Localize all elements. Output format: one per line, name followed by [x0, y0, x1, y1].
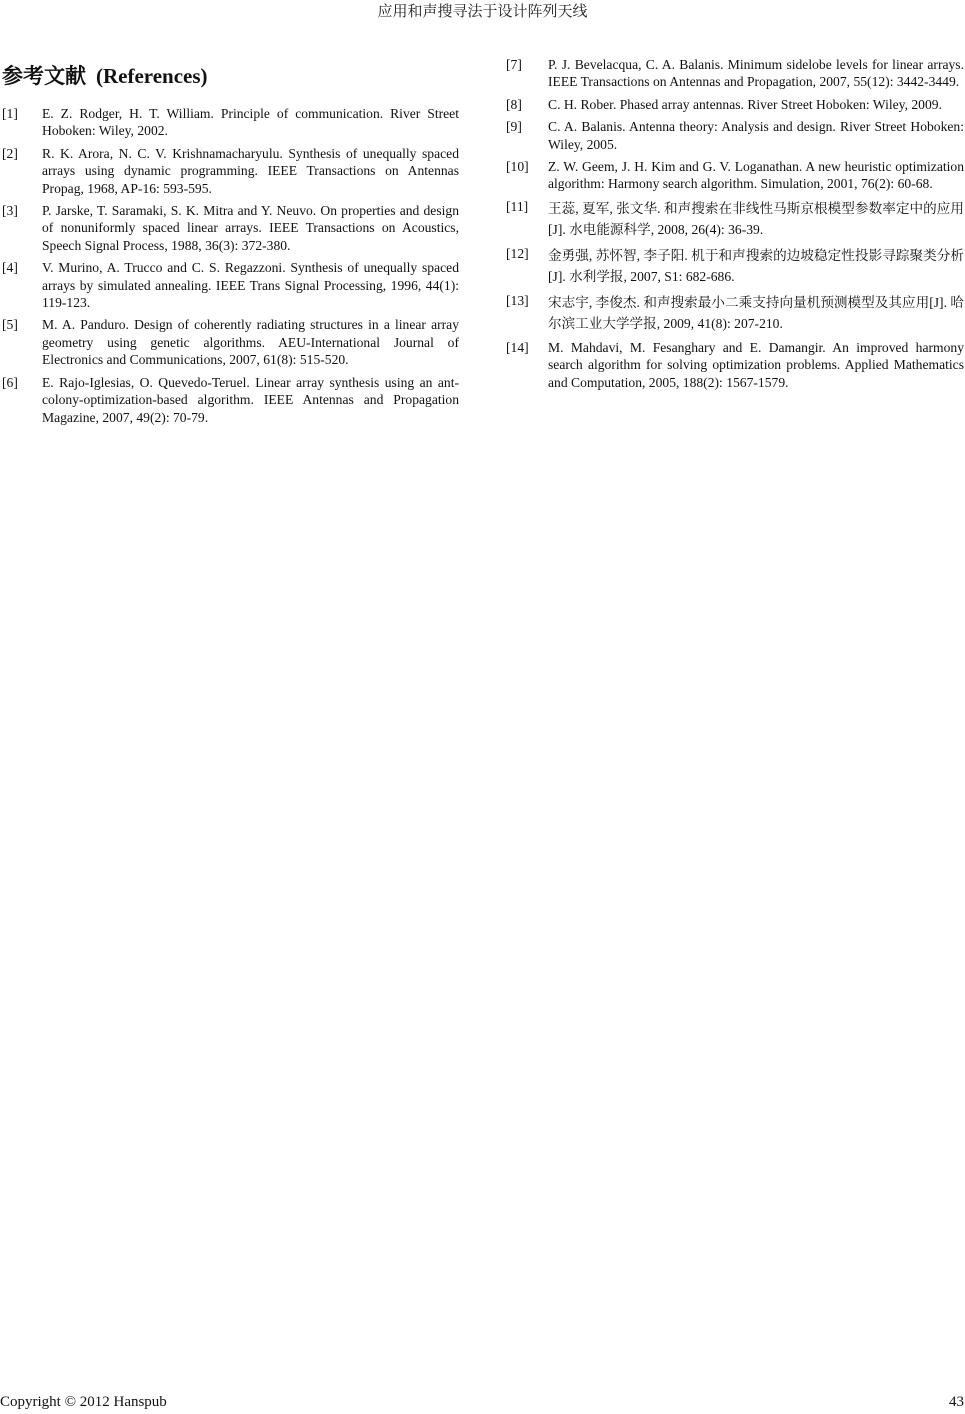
reference-item	[2, 374, 459, 426]
reference-item	[2, 316, 459, 368]
reference-list-left	[2, 105, 459, 426]
reference-item	[506, 56, 964, 91]
reference-text: M. Mahdavi, M. Fesanghary and E. Damangir. An improved harmony search algorithm for solving optimization problems. Applied Mathematics and Computation, 2005, 188(2): 1567-1579.	[548, 339, 964, 390]
left-column	[2, 56, 459, 431]
reference-item	[506, 96, 964, 113]
reference-item	[2, 145, 459, 197]
reference-number: [11]	[506, 198, 529, 214]
reference-text: 宋志宇, 李俊杰. 和声搜索最小二乘支持向量机预测模型及其应用[J]. 哈尔滨工业大学学报, 2009, 41(8): 207-210.	[548, 294, 964, 331]
reference-item	[506, 198, 964, 240]
reference-text: Z. W. Geem, J. H. Kim and G. V. Loganathan. A new heuristic optimization algorithm: Harmony search algorithm. Simulation, 2001, 76(2): 60-68.	[548, 159, 964, 192]
reference-number: [7]	[506, 57, 522, 72]
page-number: 43	[949, 1394, 964, 1410]
reference-text: C. A. Balanis. Antenna theory: Analysis and design. River Street Hoboken: Wiley, 2005.	[548, 119, 964, 152]
reference-item	[2, 202, 459, 254]
reference-item	[2, 259, 459, 311]
reference-item	[506, 245, 964, 287]
reference-number: [14]	[506, 339, 529, 355]
reference-number: [5]	[2, 317, 18, 333]
reference-item	[2, 105, 459, 140]
reference-number: [13]	[506, 292, 529, 308]
reference-text: P. J. Bevelacqua, C. A. Balanis. Minimum sidelobe levels for linear arrays. IEEE Transactions on Antennas and Propagation, 2007, 55(12): 3442-3449.	[548, 57, 964, 90]
reference-number: [2]	[2, 145, 18, 161]
references-heading-cn: 参考文献	[2, 64, 86, 88]
reference-text: V. Murino, A. Trucco and C. S. Regazzoni. Synthesis of unequally spaced arrays by simulated annealing. IEEE Trans Signal Processing, 1996, 44(1): 119-123.	[42, 260, 459, 311]
reference-text: C. H. Rober. Phased array antennas. River Street Hoboken: Wiley, 2009.	[548, 96, 942, 112]
reference-text: E. Rajo-Iglesias, O. Quevedo-Teruel. Linear array synthesis using an ant-colony-optimization-based algorithm. IEEE Antennas and Propagation Magazine, 2007, 49(2): 70-79.	[42, 374, 459, 425]
reference-item	[506, 118, 964, 153]
reference-text: P. Jarske, T. Saramaki, S. K. Mitra and Y. Neuvo. On properties and design of nonuniformly spaced linear arrays. IEEE Transactions on Acoustics, Speech Signal Process, 1988, 36(3): 372-380.	[42, 203, 459, 253]
reference-number: [10]	[506, 159, 529, 175]
reference-item	[506, 158, 964, 193]
reference-item	[506, 339, 964, 391]
reference-text: 金勇强, 苏怀智, 李子阳. 机于和声搜索的边坡稳定性投影寻踪聚类分析[J]. 水利学报, 2007, S1: 682-686.	[548, 247, 964, 284]
reference-number: [1]	[2, 106, 18, 121]
reference-text: 王蕊, 夏军, 张文华. 和声搜索在非线性马斯京根模型参数率定中的应用[J]. 水电能源科学, 2008, 26(4): 36-39.	[548, 200, 964, 237]
references-heading-en: (References)	[96, 64, 208, 88]
reference-number: [12]	[506, 245, 529, 261]
running-header: 应用和声搜寻法于设计阵列天线	[377, 4, 588, 20]
reference-number: [8]	[506, 96, 522, 112]
reference-item	[506, 292, 964, 334]
reference-text: M. A. Panduro. Design of coherently radiating structures in a linear array geometry using genetic algorithms. AEU-International Journal of Electronics and Communications, 2007, 61(8): 515-520.	[42, 317, 459, 368]
references-heading	[2, 61, 459, 91]
reference-number: [6]	[2, 374, 18, 390]
reference-number: [4]	[2, 260, 18, 276]
reference-list-right	[506, 56, 964, 391]
reference-number: [9]	[506, 119, 522, 135]
reference-text: E. Z. Rodger, H. T. William. Principle of communication. River Street Hoboken: Wiley, 2002.	[42, 106, 459, 139]
right-column	[506, 56, 964, 396]
copyright-notice: Copyright © 2012 Hanspub	[0, 1394, 167, 1410]
reference-number: [3]	[2, 203, 18, 219]
reference-text: R. K. Arora, N. C. V. Krishnamacharyulu. Synthesis of unequally spaced arrays using dynamic programming. IEEE Transactions on Antennas Propag, 1968, AP-16: 593-595.	[42, 145, 459, 196]
